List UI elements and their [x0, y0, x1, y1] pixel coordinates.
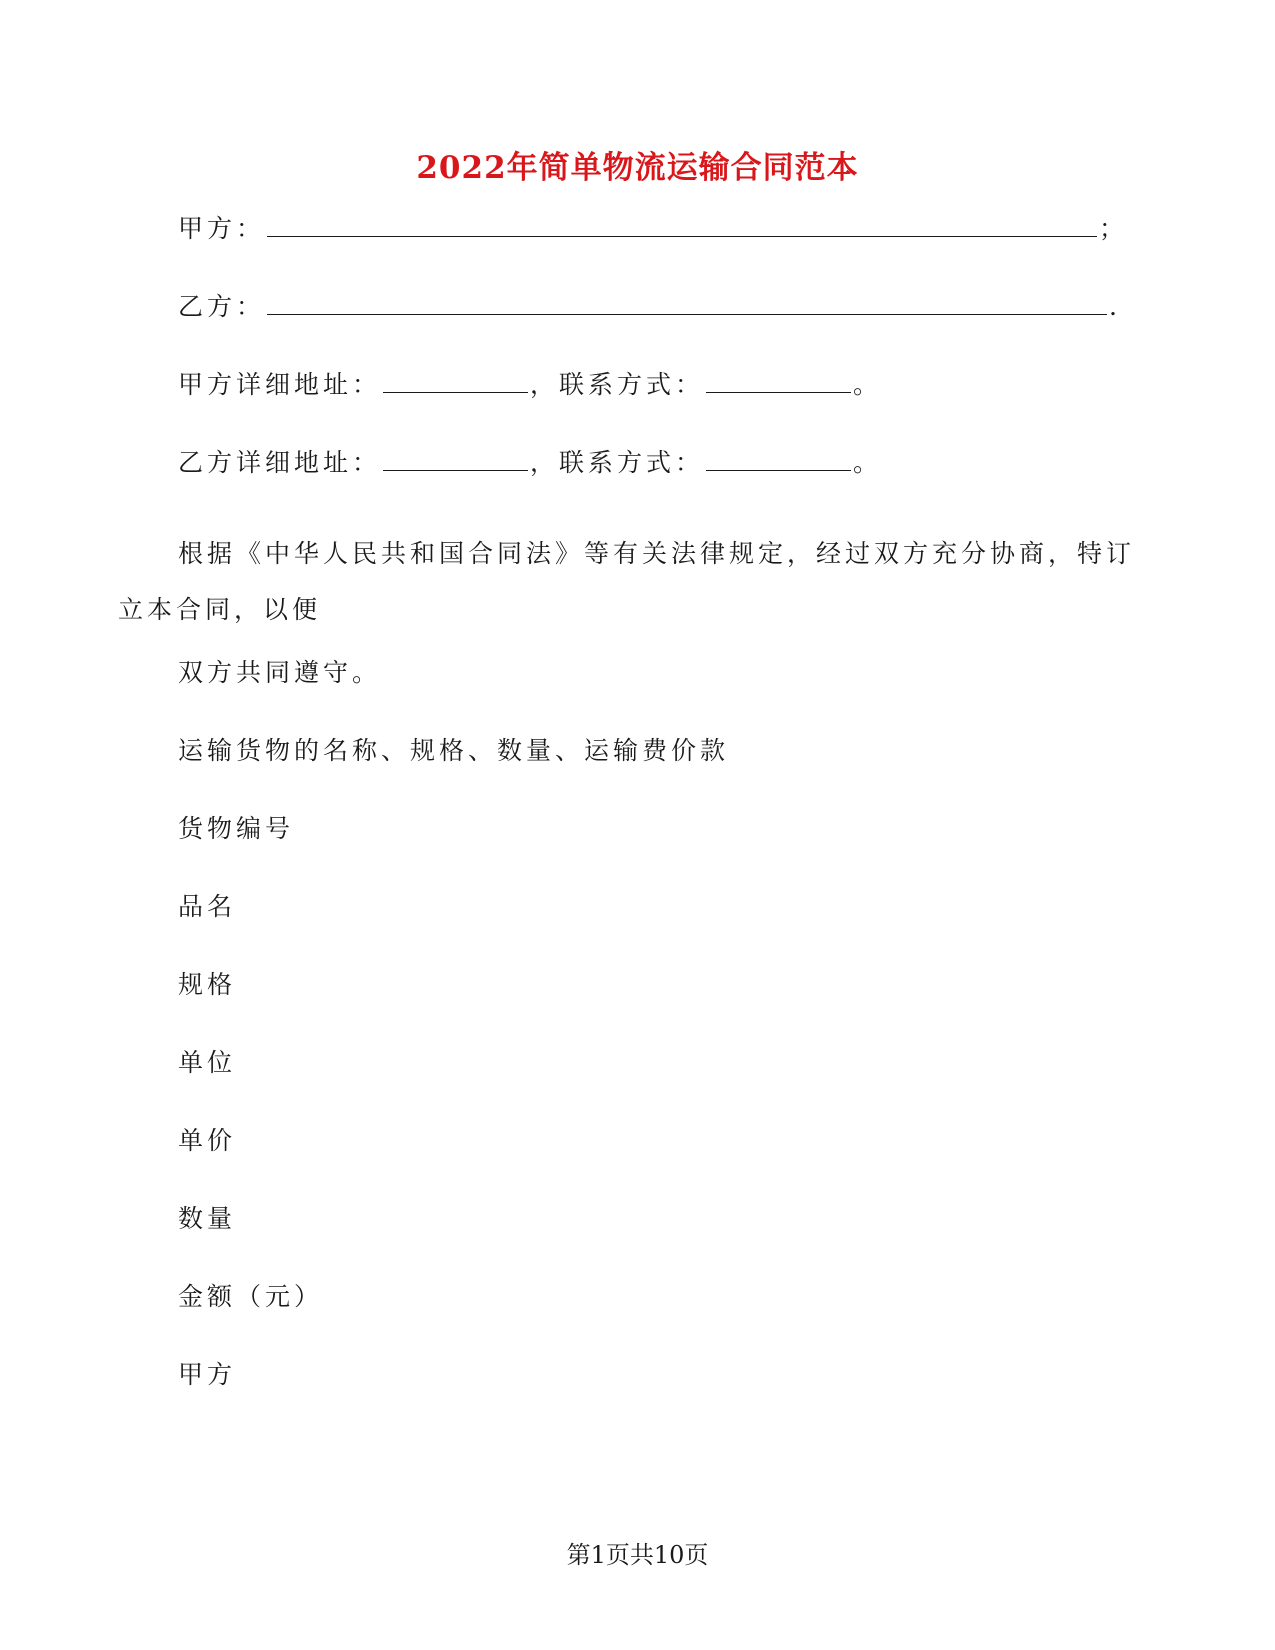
party-a-address-blank — [383, 366, 528, 393]
preamble-continuation: 双方共同遵守。 — [178, 658, 382, 687]
item-goods-number: 货物编号 — [178, 814, 295, 843]
item-product-name: 品名 — [178, 892, 237, 921]
party-b-label: 乙方： — [178, 292, 266, 321]
party-b-line — [178, 288, 1121, 324]
item-unit: 单位 — [178, 1048, 237, 1077]
party-a-contact-label: ，联系方式： — [530, 370, 705, 399]
party-a-address-line — [178, 366, 882, 402]
section-heading: 运输货物的名称、规格、数量、运输费价款 — [178, 736, 730, 765]
party-b-end: . — [1109, 292, 1121, 321]
party-b-address-blank — [383, 444, 528, 471]
preamble-paragraph: 根据《中华人民共和国合同法》等有关法律规定，经过双方充分协商，特订立本合同，以便 — [118, 539, 1136, 624]
party-a-contact-end: 。 — [853, 370, 883, 399]
item-specification: 规格 — [178, 970, 237, 999]
item-unit-price: 单价 — [178, 1126, 237, 1155]
party-b-contact-label: ，联系方式： — [530, 448, 705, 477]
party-b-blank — [267, 288, 1107, 315]
party-a-blank — [267, 210, 1097, 237]
party-a-line — [178, 210, 1128, 246]
item-party-a: 甲方 — [178, 1360, 237, 1389]
page-number: 第1页共10页 — [566, 1541, 709, 1569]
party-b-address-line — [178, 444, 882, 480]
party-a-contact-blank — [706, 366, 851, 393]
document-title: 2022年简单物流运输合同范本 — [416, 150, 859, 186]
item-amount: 金额（元） — [178, 1282, 324, 1311]
item-quantity: 数量 — [178, 1204, 237, 1233]
party-a-label: 甲方： — [178, 214, 266, 243]
party-b-address-label: 乙方详细地址： — [178, 448, 382, 477]
party-b-contact-end: 。 — [853, 448, 883, 477]
party-b-contact-blank — [706, 444, 851, 471]
party-a-address-label: 甲方详细地址： — [178, 370, 382, 399]
party-a-end: ； — [1099, 214, 1129, 243]
